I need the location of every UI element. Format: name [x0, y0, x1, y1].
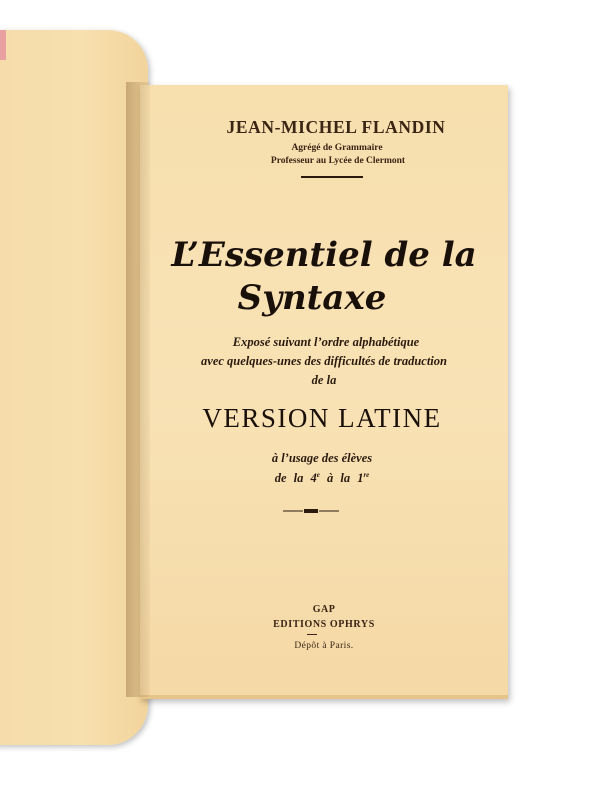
- subtitle-line-1: Exposé suivant l’ordre alphabétique: [232, 335, 420, 349]
- usage-line: à l’usage des élèves: [271, 451, 373, 465]
- grade-sup-2: re: [363, 471, 370, 479]
- title-page: [140, 85, 508, 699]
- publisher-name: EDITIONS OPHRYS: [273, 619, 375, 630]
- grade-middle: à la 1: [319, 471, 364, 486]
- publisher-dash: [307, 634, 317, 635]
- author-credential-1: Agrégé de Grammaire: [291, 143, 383, 153]
- left-page-edge-mark: [0, 30, 6, 60]
- author-name: JEAN-MICHEL FLANDIN: [226, 117, 446, 137]
- publisher-city: GAP: [312, 604, 336, 615]
- ornament-divider: [283, 508, 339, 514]
- author-credential-2: Professeur au Lycée de Clermont: [270, 156, 406, 166]
- title-line-1: L’Essentiel de la: [171, 235, 477, 275]
- subtitle-line-3: de la: [311, 373, 337, 387]
- grade-prefix: de la 4: [274, 471, 317, 486]
- author-rule: [301, 176, 363, 178]
- grade-line: [138, 471, 506, 486]
- grade-sup-1: e: [316, 471, 320, 479]
- book-gutter-shadow: [126, 82, 150, 697]
- subject-heading: VERSION LATINE: [202, 403, 442, 433]
- publisher-note: Dépôt à Paris.: [294, 641, 354, 651]
- subtitle-line-2: avec quelques-unes des difficultés de traduction: [201, 354, 447, 368]
- title-line-2: Syntaxe: [237, 278, 387, 318]
